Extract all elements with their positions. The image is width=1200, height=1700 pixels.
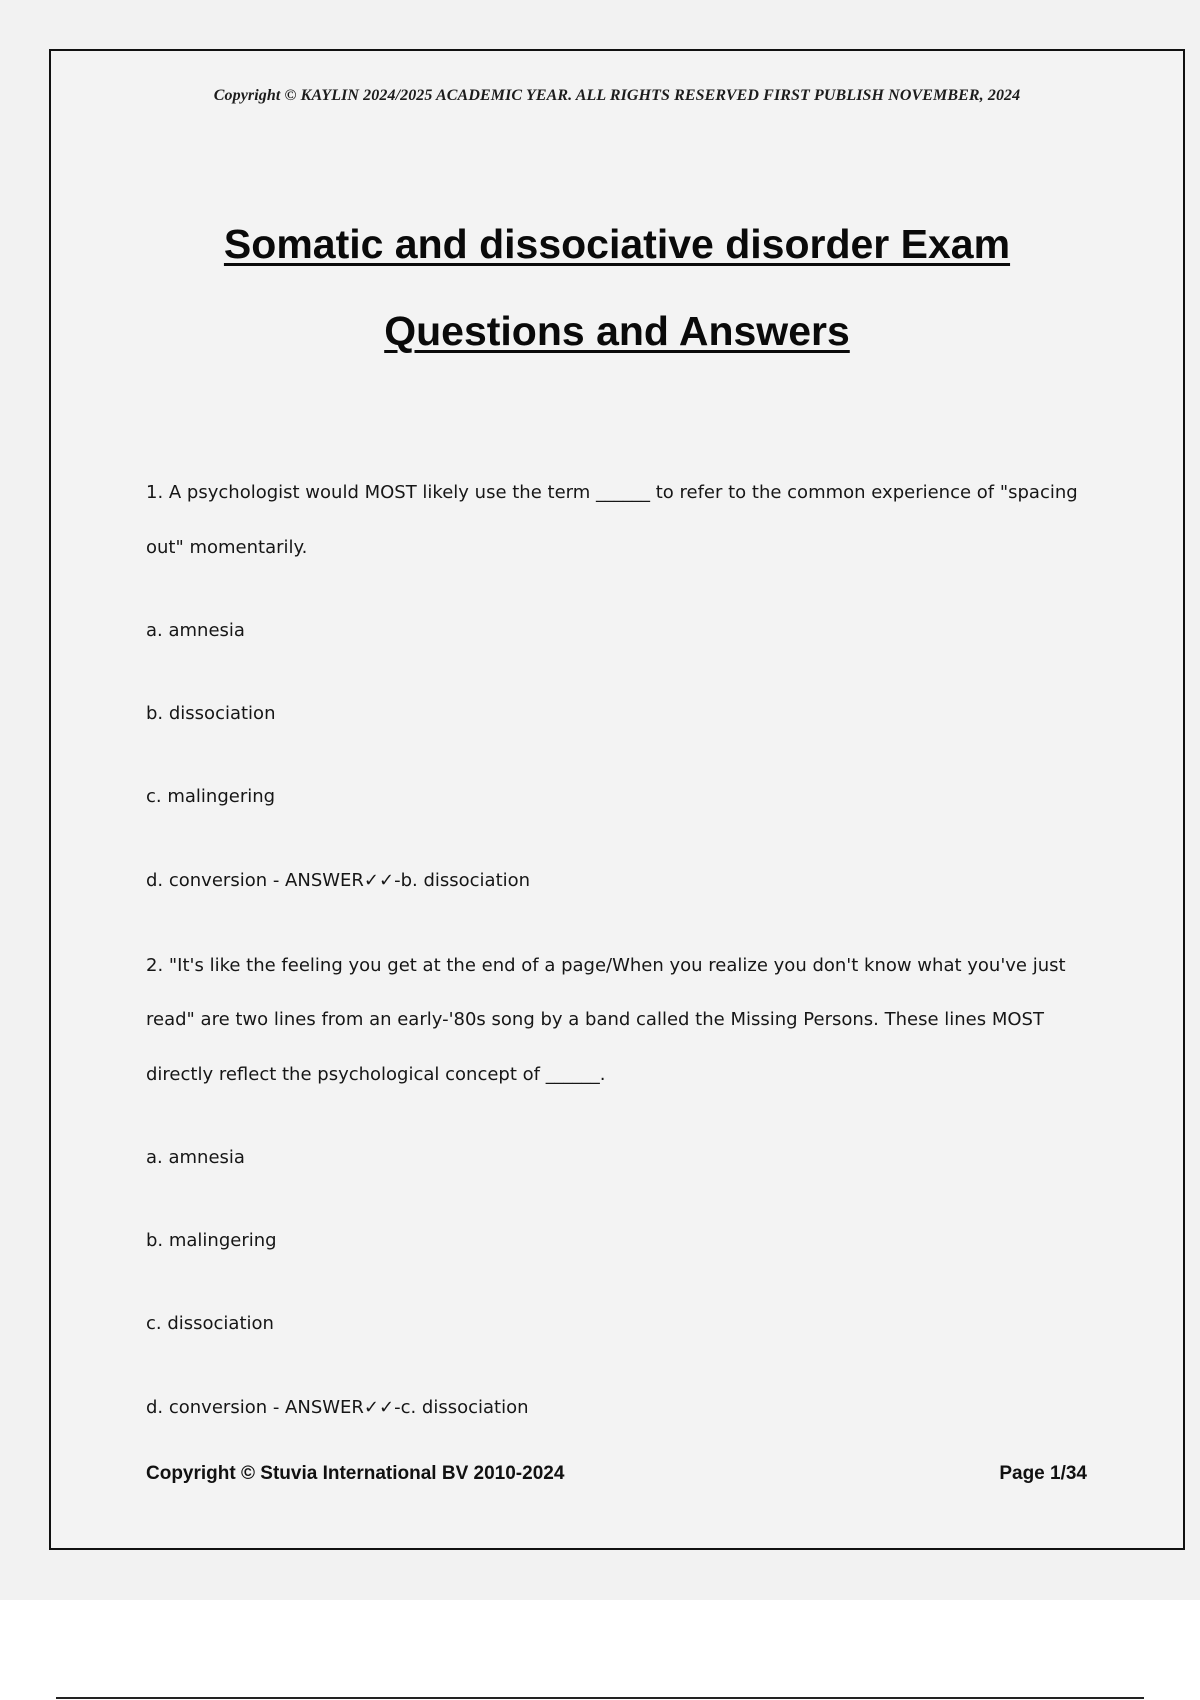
question-2-line-3: directly reflect the psychological concept of ______. <box>146 1064 606 1085</box>
question-1-option-b: b. dissociation <box>146 703 276 724</box>
question-1-option-d-answer: d. conversion - ANSWER✓✓-b. dissociation <box>146 870 531 891</box>
title-line-1-text: Somatic and dissociative disorder Exam <box>223 221 1011 267</box>
header-copyright: Copyright © KAYLIN 2024/2025 ACADEMIC YEAR. ALL RIGHTS RESERVED FIRST PUBLISH NOVEMBER, 2024 <box>213 87 1021 104</box>
question-2-option-a: a. amnesia <box>146 1147 245 1168</box>
question-2-option-d-answer: d. conversion - ANSWER✓✓-c. dissociation <box>146 1397 529 1418</box>
question-1-option-a: a. amnesia <box>146 620 245 641</box>
title-line-2 <box>51 308 1183 355</box>
question-1-line-2: out" momentarily. <box>146 537 308 558</box>
title-line-2-text: Questions and Answers <box>384 308 850 354</box>
question-1-option-c: c. malingering <box>146 786 276 807</box>
question-2-line-1: 2. "It's like the feeling you get at the end of a page/When you realize you don't know what you've just <box>146 955 1066 976</box>
next-page-rule <box>56 1697 1144 1699</box>
title-line-1 <box>51 221 1183 268</box>
question-2-line-2: read" are two lines from an early-'80s song by a band called the Missing Persons. These lines MOST <box>146 1009 1044 1030</box>
question-2-option-c: c. dissociation <box>146 1313 274 1334</box>
question-2-option-b: b. malingering <box>146 1230 277 1251</box>
question-1-line-1: 1. A psychologist would MOST likely use the term ______ to refer to the common experience of "spacing <box>146 482 1078 503</box>
page-number: Page 1/34 <box>999 1463 1087 1484</box>
document-page <box>49 49 1185 1550</box>
footer-copyright: Copyright © Stuvia International BV 2010-2024 <box>146 1463 565 1484</box>
